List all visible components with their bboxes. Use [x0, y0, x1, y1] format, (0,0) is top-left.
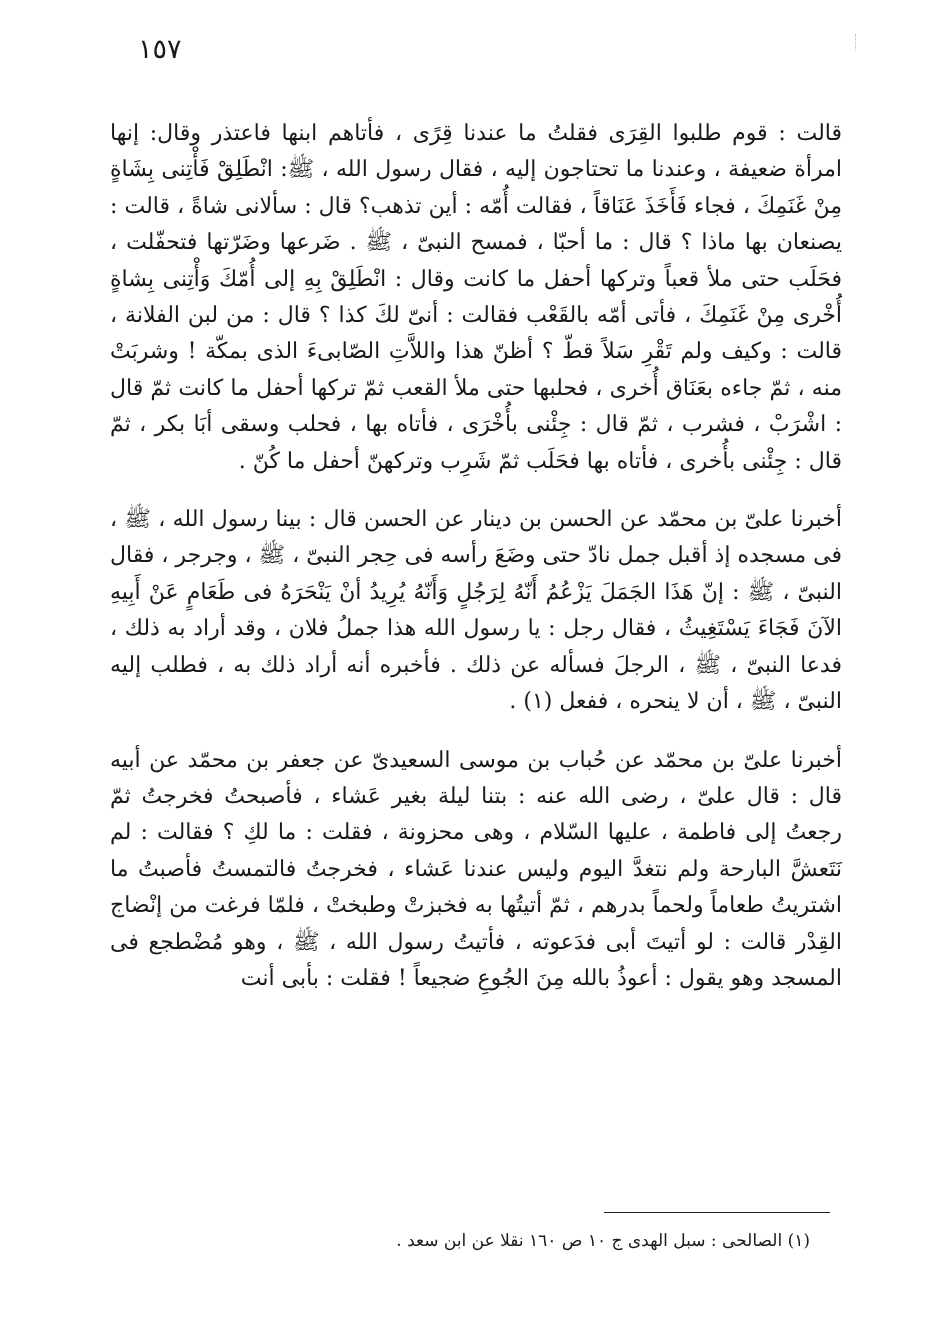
paragraph-1: قالت : قوم طلبوا القِرَى فقلتُ ما عندنا قِرًى ، فأتاهم ابنها فاعتذر وقال: إنها امرأة ضعيفة ، وعندنا ما تحتاجون إليه ، فقال رسول الله ، ﷺ: انْطَلِقْ فَأْتِنى بِشَاةٍ مِنْ غَنَمِكَ ، فجاء فَأَخَذَ عَنَاقاً ، فقالت أُمّه : أين تذهب؟ قال : سألانى شاةً ، قالت : يصنعان بها ماذا ؟ قال : ما أحبّا ، فمسح النبىّ ، ﷺ . ضَرعها وضَرّتها فتحفّلت ، فحَلَب حتى ملأ قعباً وتركها أحفل ما كانت وقال : انْطَلِقْ بِهِ إلى أُمّكَ وَأْتِنى بِشاةٍ أُخْرى مِنْ غَنَمِكَ ، فأتى أمّه بالقَعْب فقالت : أنىّ لكَ كذا ؟ قال : من لبن الفلانة ، قالت : وكيف ولم تَقْرِ سَلاً قطّ ؟ أظنّ هذا واللاَّتِ الصّابىءَ الذى بمكّة ! وشربَتْ منه ، ثمّ جاءه بعَنَاق أُخرى ، فحلبها حتى ملأ القعب ثمّ تركها أحفل ما كانت ثمّ قال : اشْرَبْ ، فشرب ، ثمّ قال : جِئْنى بأُخْرَى ، فأتاه بها ، فحلب وسقى أبَا بكر ، ثمّ قال : جِئْنى بأُخرى ، فأتاه بها فحَلَب ثمّ شَرِب وتركهنّ أحفل ما كُنّ .: [110, 121, 843, 474]
margin-mark: [855, 34, 857, 50]
footnote-divider: [604, 1212, 830, 1213]
body-text: [110, 116, 842, 1019]
paragraph-2: أخبرنا علىّ بن محمّد عن الحسن بن دينار عن الحسن قال : بينا رسول الله ، ﷺ ، فى مسجده إذ أقبل جمل نادّ حتى وضَعَ رأسه فى حِجر النبىّ ، ﷺ ، وجرجر ، فقال النبىّ ، ﷺ : إنّ هَذَا الجَمَلَ يَزْعُمُ أَنّهُ لِرَجُلٍ وَأَنّهُ يُرِيدُ أنْ يَنْحَرَهُ فى طَعَامٍ عَنْ أَبِيهِ الآنَ فَجَاءَ يَسْتَغِيثُ ، فقال رجل : يا رسول الله هذا جملُ فلان ، وقد أراد به ذلك ، فدعا النبىّ ، ﷺ ، الرجلَ فسأله عن ذلك . فأخبره أنه أراد ذلك به ، فطلب إليه النبىّ ، ﷺ ، أن لا ينحره ، ففعل (١) .: [110, 507, 842, 715]
footnote: (١) الصالحى : سبل الهدى ج ١٠ ص ١٦٠ نقلا عن ابن سعد .: [396, 1231, 810, 1251]
page-number: ١٥٧: [138, 34, 182, 65]
paragraph-3: أخبرنا علىّ بن محمّد عن حُباب بن موسى السعيدىّ عن جعفر بن محمّد عن أبيه قال : قال علىّ ، رضى الله عنه : بتنا ليلة بغير عَشاء ، فأصبحتُ فخرجتُ ثمّ رجعتُ إلى فاطمة ، عليها السّلام ، وهى محزونة ، فقلت : ما لكِ ؟ فقالت : لم نَتَعشَّ البارحة ولم نتغدَّ اليوم وليس عندنا عَشاء ، فخرجتُ فالتمستُ فأصبتُ ما اشتريتُ طعاماً ولحماً بدرهم ، ثمّ أتيتُها به فخبزتْ وطبختْ ، فلمّا فرغت من إنْضاج القِدْر قالت : لو أتيتَ أبى فدَعوته ، فأتيتُ رسول الله ، ﷺ ، وهو مُضْطجع فى المسجد وهو يقول : أعوذُ بالله مِنَ الجُوعِ ضجيعاً ! فقلت : بأبى أنت: [110, 747, 842, 991]
